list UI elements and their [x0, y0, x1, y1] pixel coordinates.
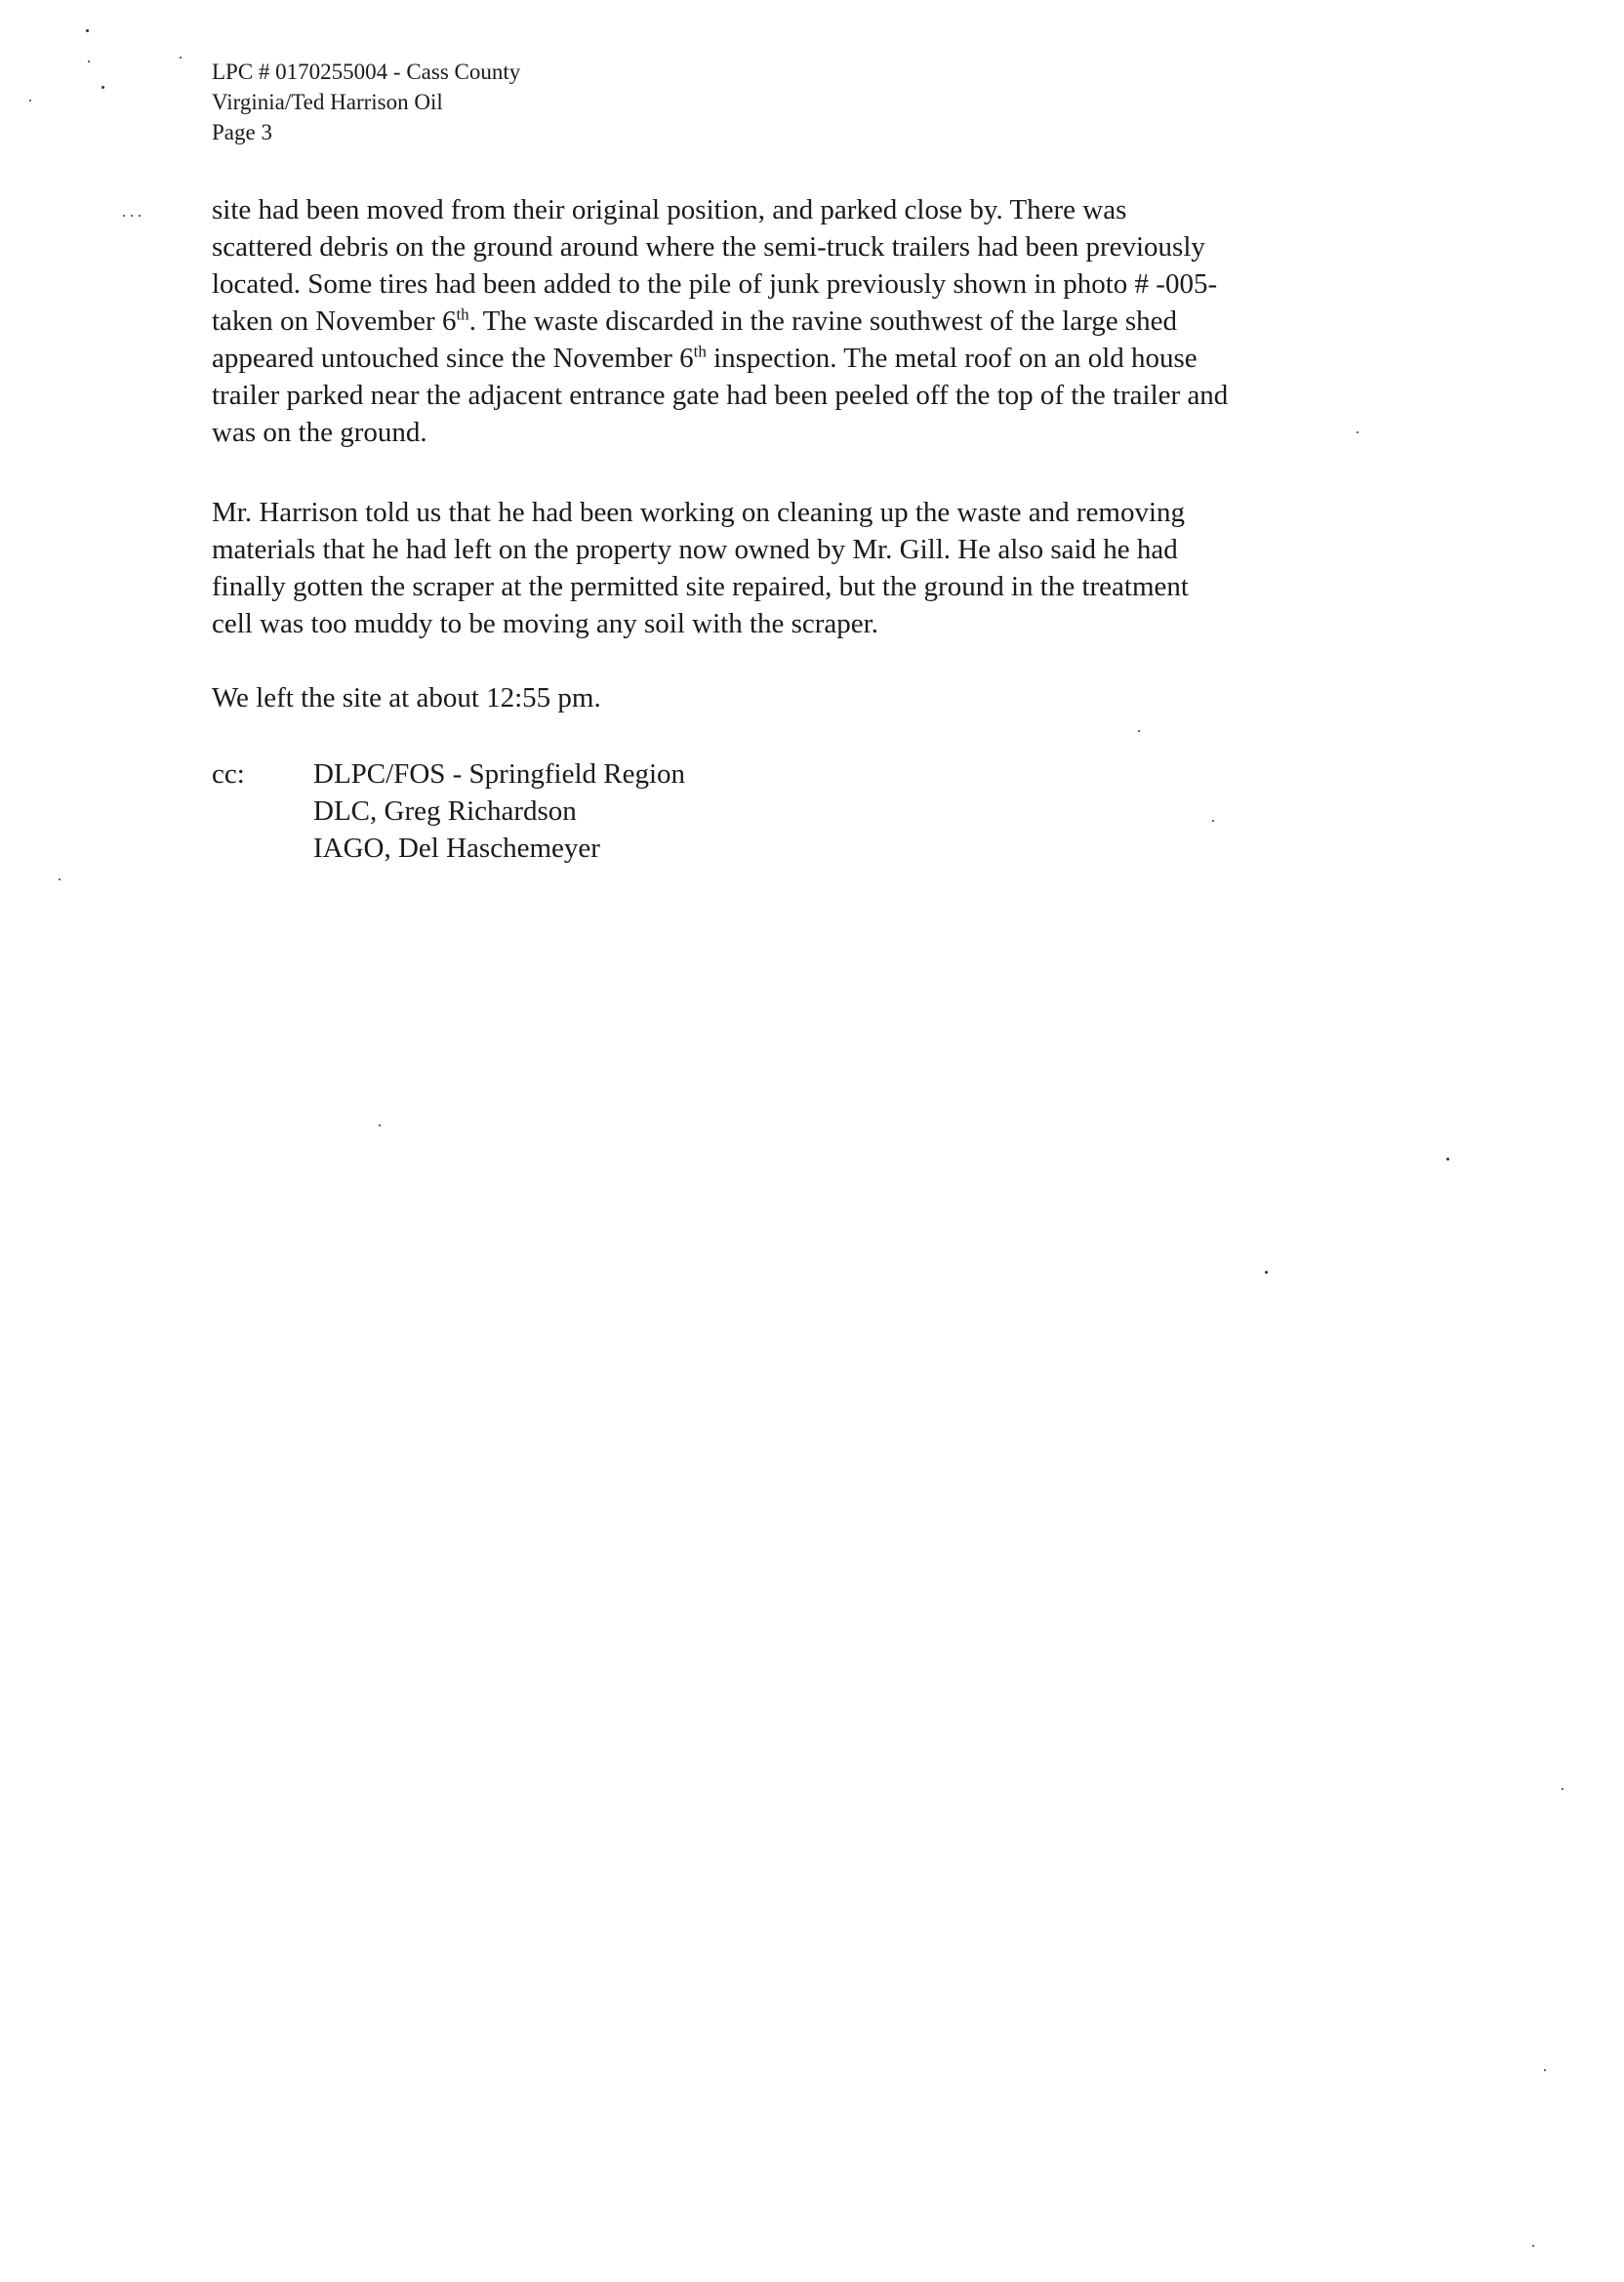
- cc-recipient-list: [313, 755, 685, 867]
- scan-speck: [86, 29, 89, 32]
- cc-recipient: DLC, Greg Richardson: [313, 795, 577, 827]
- page-header: [212, 57, 520, 147]
- header-page-number: Page 3: [212, 120, 272, 144]
- text-fragment: inspection. The metal roof on an old house: [706, 343, 1198, 374]
- text-line: materials that he had left on the property now owned by Mr. Gill. He also said he had: [212, 534, 1178, 565]
- header-subject: Virginia/Ted Harrison Oil: [212, 90, 443, 114]
- scan-speck: [1446, 1158, 1449, 1161]
- text-line: We left the site at about 12:55 pm.: [212, 682, 601, 713]
- scan-speck: [1562, 1788, 1563, 1790]
- text-line: [212, 340, 1417, 377]
- paragraph-departure: [212, 679, 1417, 716]
- scan-speck: [102, 86, 104, 89]
- scan-speck: [379, 1124, 381, 1126]
- paragraph-harrison-statement: [212, 494, 1417, 642]
- scan-speck: [1265, 1271, 1268, 1274]
- cc-recipient: DLPC/FOS - Springfield Region: [313, 758, 686, 790]
- text-line: scattered debris on the ground around where the semi-truck trailers had been previously: [212, 231, 1205, 263]
- scan-speck: [59, 878, 61, 880]
- text-line: cell was too muddy to be moving any soil with the scraper.: [212, 608, 878, 639]
- header-case-number: LPC # 0170255004 - Cass County: [212, 60, 521, 84]
- scan-speck: [123, 215, 125, 217]
- scan-speck: [88, 61, 90, 62]
- scan-speck: [139, 215, 141, 217]
- scan-speck: [1544, 2069, 1546, 2071]
- ordinal-suffix: th: [693, 342, 707, 361]
- paragraph-site-conditions: [212, 191, 1417, 451]
- text-line: trailer parked near the adjacent entrance gate had been peeled off the top of the trailer and: [212, 380, 1229, 411]
- scan-speck: [1357, 431, 1359, 433]
- text-fragment: . The waste discarded in the ravine southwest of the large shed: [468, 306, 1178, 337]
- text-line: [212, 303, 1417, 340]
- text-fragment: taken on November 6: [212, 306, 457, 337]
- scan-speck: [1532, 2245, 1534, 2247]
- scan-speck: [29, 100, 31, 102]
- cc-label: cc:: [212, 758, 245, 790]
- cc-recipient: IAGO, Del Haschemeyer: [313, 833, 600, 864]
- scan-speck: [131, 215, 133, 217]
- text-line: located. Some tires had been added to the pile of junk previously shown in photo # -005-: [212, 268, 1218, 300]
- scan-speck: [180, 57, 182, 59]
- ordinal-suffix: th: [456, 305, 469, 324]
- scan-speck: [1212, 820, 1214, 822]
- text-fragment: appeared untouched since the November 6: [212, 343, 694, 374]
- text-line: site had been moved from their original position, and parked close by. There was: [212, 194, 1127, 225]
- text-line: finally gotten the scraper at the permitted site repaired, but the ground in the treatment: [212, 571, 1189, 602]
- scan-speck: [1138, 730, 1140, 732]
- text-line: was on the ground.: [212, 417, 427, 448]
- text-line: Mr. Harrison told us that he had been working on cleaning up the waste and removing: [212, 497, 1186, 528]
